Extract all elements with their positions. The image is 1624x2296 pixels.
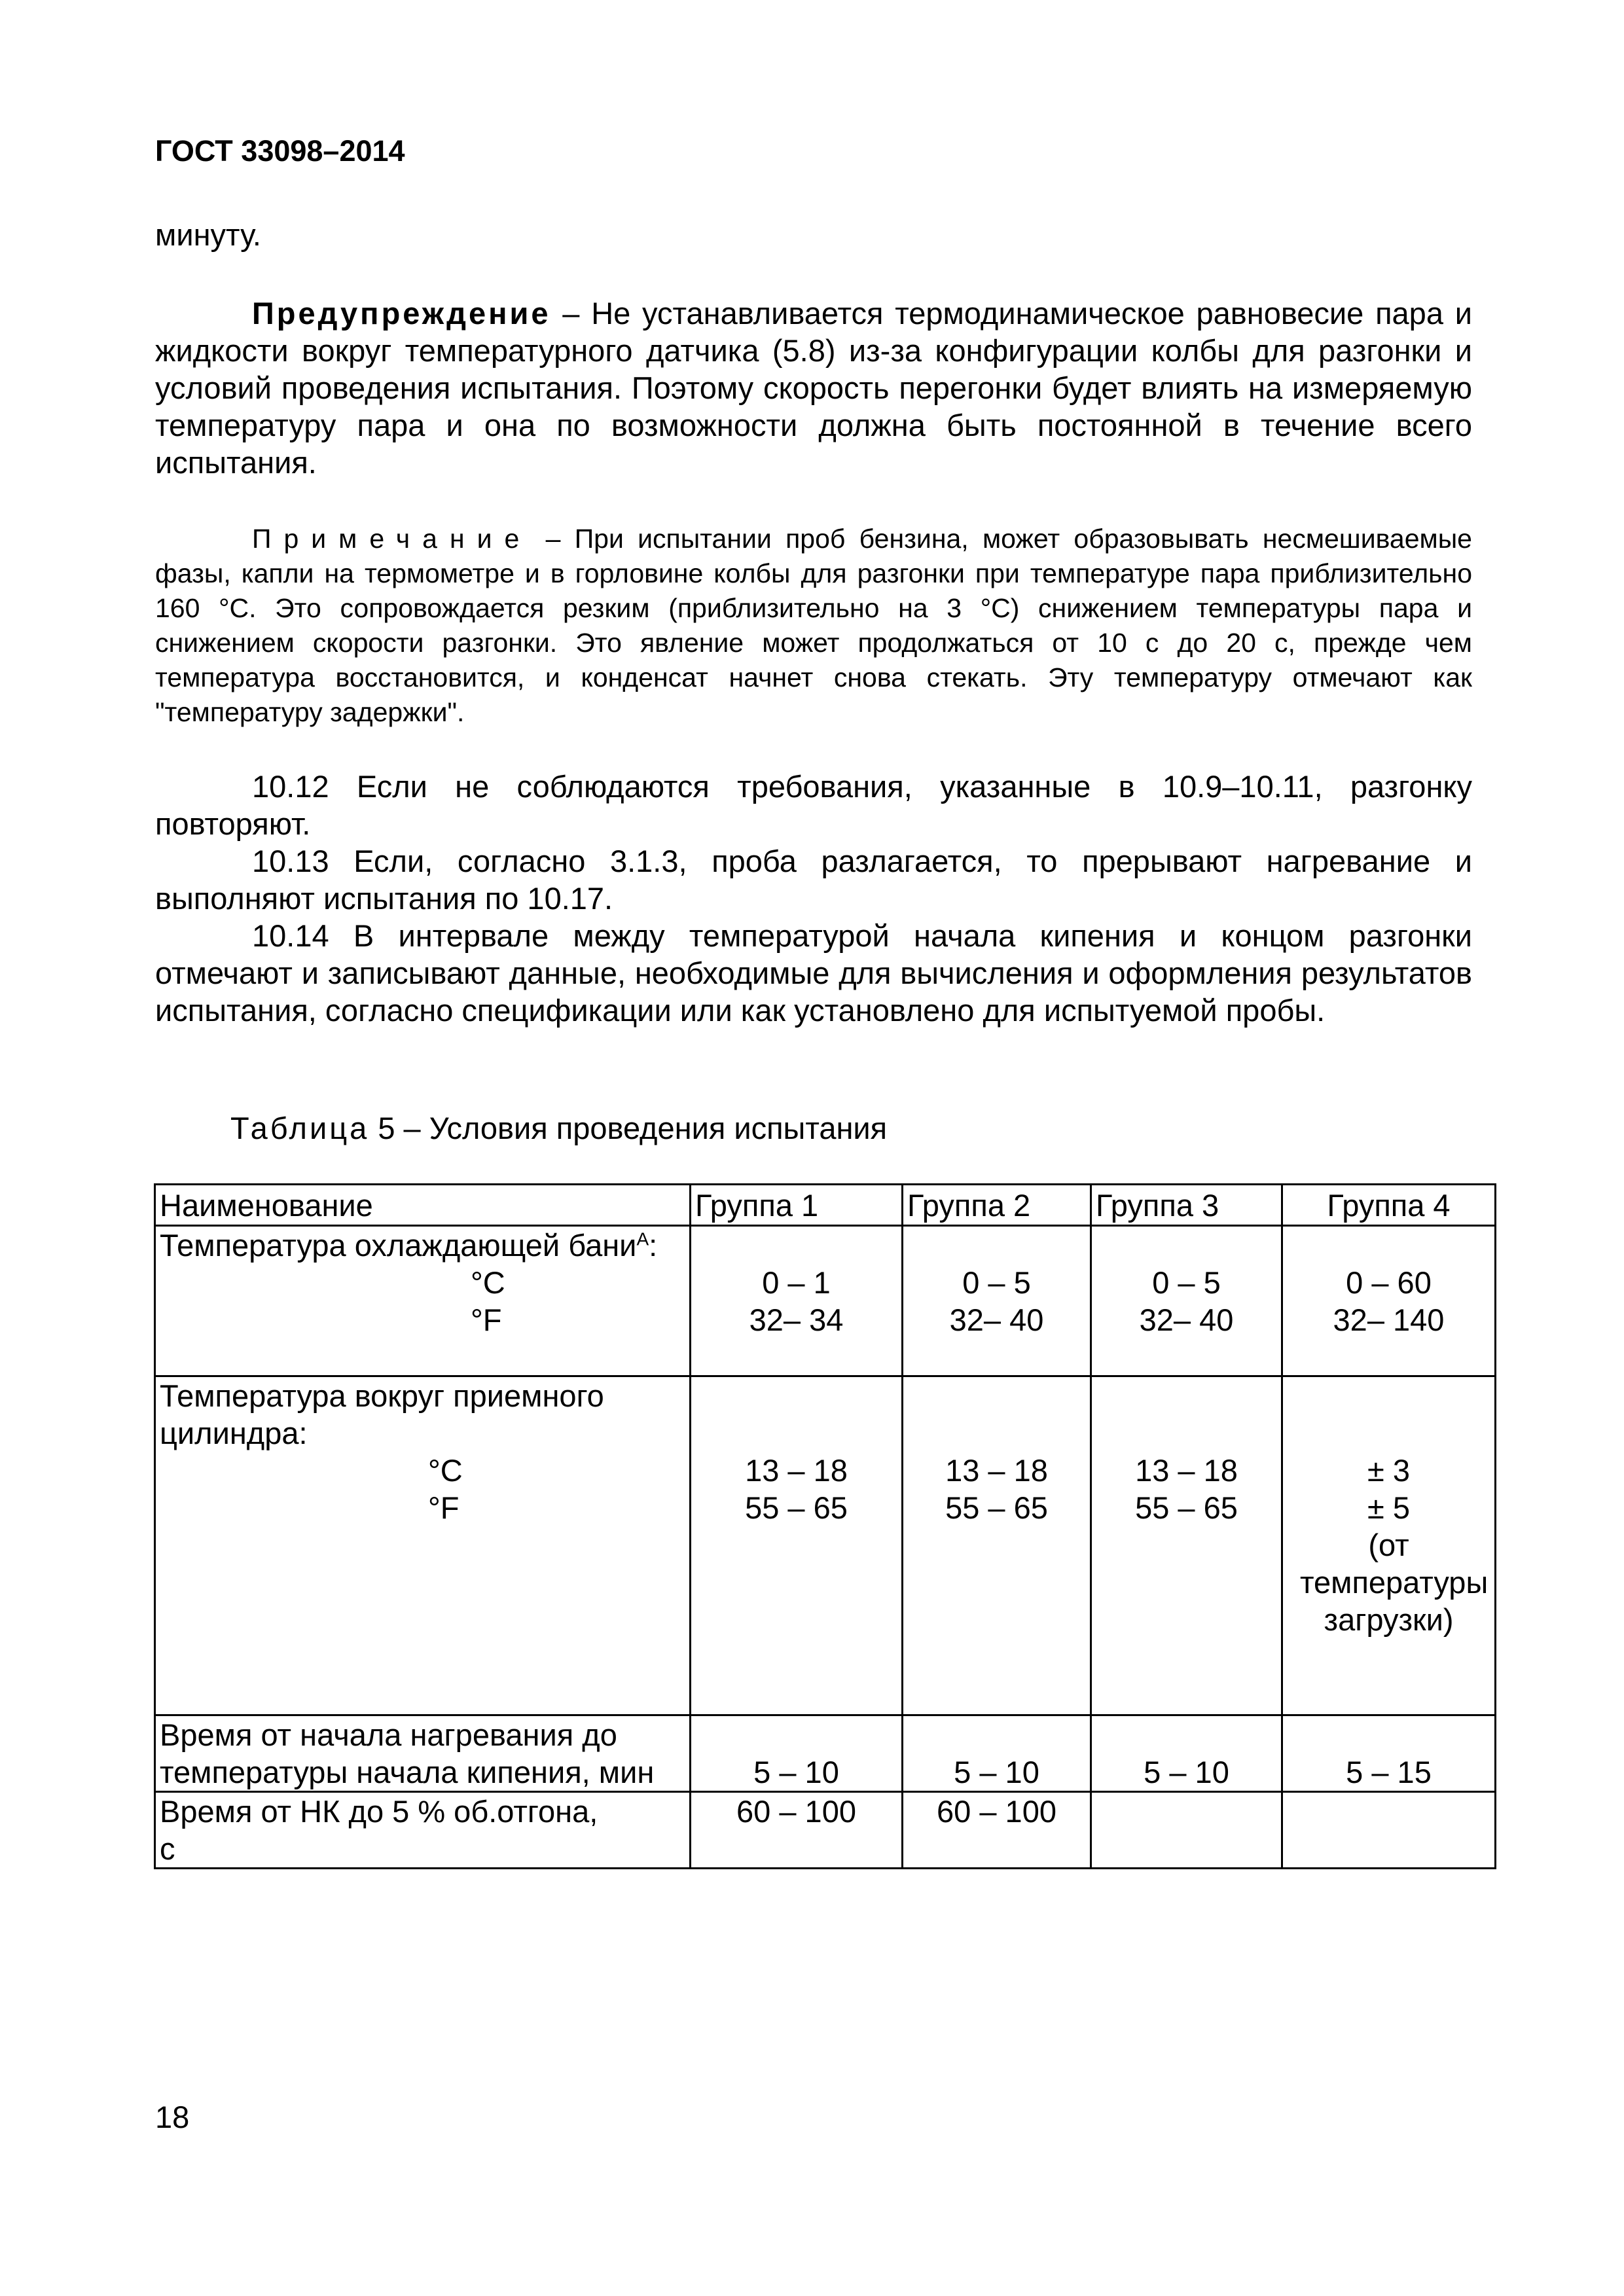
row-name-suffix: : [649, 1228, 658, 1263]
group4-note: (от температуры загрузки) [1300, 1528, 1489, 1637]
row-name: Время от НК до 5 % об.отгона, с [155, 1792, 691, 1869]
value-celsius: 0 – 1 [762, 1265, 831, 1300]
footnote-mark: А [636, 1229, 649, 1249]
warning-text: – Не устанавливается термодинамическое равновесие пара и жидкости вокруг температурного датчика (5.8) из-за конфигурации колбы для разгонки и условий проведения испытания. Поэтому скорость перегонки будет влиять на измеряемую температуру пара и она по возможности должна быть постоянной в течение всего испытания. [155, 296, 1472, 480]
value-cell: 60 – 100 [691, 1792, 903, 1869]
row-name-cell [155, 1376, 691, 1715]
value-cell [1091, 1376, 1282, 1715]
value-fahrenheit: ± 5 [1367, 1490, 1410, 1525]
value-cell [1091, 1792, 1282, 1869]
value-cell [691, 1226, 903, 1376]
note-title: Примечание [252, 524, 532, 554]
note-paragraph [155, 522, 1472, 730]
warning-title: Предупреждение [252, 296, 551, 331]
value-cell: 5 – 10 [1091, 1715, 1282, 1792]
value-fahrenheit: 32– 140 [1333, 1302, 1445, 1337]
value-cell: 5 – 10 [691, 1715, 903, 1792]
unit-celsius: °С [428, 1453, 463, 1488]
paragraph-10-12: 10.12 Если не соблюдаются требования, указанные в 10.9–10.11, разгонку повторяют. [155, 769, 1472, 841]
value-fahrenheit: 55 – 65 [1135, 1490, 1238, 1525]
unit-fahrenheit: °F [428, 1490, 460, 1525]
note-text: – При испытании проб бензина, может образовывать несмешиваемые фазы, капли на термометре и в горловине колбы для разгонки при температуре пара приблизительно 160 °С. Это сопровождается резким (приблизительно на 3 °С) снижением температуры пара и снижением скорости разгонки. Это явление может продолжаться от 10 с до 20 с, прежде чем температура восстановится, и конденсат начнет снова стекать. Эту температуру отмечают как "температуру задержки". [155, 524, 1472, 727]
table-row [155, 1226, 1496, 1376]
header-group-4: Группа 4 [1282, 1185, 1496, 1226]
page-number: 18 [155, 2100, 190, 2134]
unit-celsius: °С [471, 1265, 505, 1300]
value-cell [691, 1376, 903, 1715]
row-name: Температура вокруг приемного цилиндра: [160, 1378, 604, 1450]
value-cell: 5 – 15 [1282, 1715, 1496, 1792]
value-fahrenheit: 55 – 65 [745, 1490, 848, 1525]
value-celsius: 13 – 18 [745, 1453, 848, 1488]
value-celsius: 0 – 5 [962, 1265, 1031, 1300]
value-fahrenheit: 55 – 65 [945, 1490, 1048, 1525]
header-group-2: Группа 2 [903, 1185, 1091, 1226]
value-cell [1091, 1226, 1282, 1376]
value-cell [1282, 1376, 1496, 1715]
row-name-cell [155, 1226, 691, 1376]
warning-paragraph [155, 295, 1472, 481]
row-name: Время от начала нагревания до температуры начала кипения, мин [155, 1715, 691, 1792]
value-celsius: 0 – 60 [1346, 1265, 1432, 1300]
value-celsius: 13 – 18 [1135, 1453, 1238, 1488]
header-group-3: Группа 3 [1091, 1185, 1282, 1226]
paragraph-10-13: 10.13 Если, согласно 3.1.3, проба разлагается, то прерывают нагревание и выполняют испытания по 10.17. [155, 844, 1472, 916]
value-cell [1282, 1792, 1496, 1869]
value-cell: 5 – 10 [903, 1715, 1091, 1792]
value-cell [1282, 1226, 1496, 1376]
row-name: Температура охлаждающей бани [160, 1228, 637, 1263]
document-code: ГОСТ 33098–2014 [155, 134, 405, 168]
table-caption [230, 1109, 887, 1147]
paragraph-10-14: 10.14 В интервале между температурой начала кипения и концом разгонки отмечают и записывают данные, необходимые для вычисления и оформления результатов испытания, согласно спецификации или как установлено для испытуемой пробы. [155, 918, 1472, 1028]
value-celsius: 13 – 18 [945, 1453, 1048, 1488]
header-name: Наименование [155, 1185, 691, 1226]
table-row [155, 1715, 1496, 1792]
value-celsius: ± 3 [1367, 1453, 1410, 1488]
value-cell: 60 – 100 [903, 1792, 1091, 1869]
table-caption-word: Таблица [230, 1111, 370, 1145]
value-cell [903, 1226, 1091, 1376]
value-fahrenheit: 32– 40 [1139, 1302, 1234, 1337]
header-group-1: Группа 1 [691, 1185, 903, 1226]
continued-word: минуту. [155, 217, 261, 252]
table-row [155, 1376, 1496, 1715]
conditions-table [154, 1183, 1496, 1869]
value-fahrenheit: 32– 34 [749, 1302, 844, 1337]
value-cell [903, 1376, 1091, 1715]
unit-fahrenheit: °F [471, 1302, 502, 1337]
table-row [155, 1792, 1496, 1869]
value-fahrenheit: 32– 40 [949, 1302, 1044, 1337]
table-caption-text: 5 – Условия проведения испытания [369, 1111, 888, 1145]
table-header-row [155, 1185, 1496, 1226]
value-celsius: 0 – 5 [1152, 1265, 1221, 1300]
